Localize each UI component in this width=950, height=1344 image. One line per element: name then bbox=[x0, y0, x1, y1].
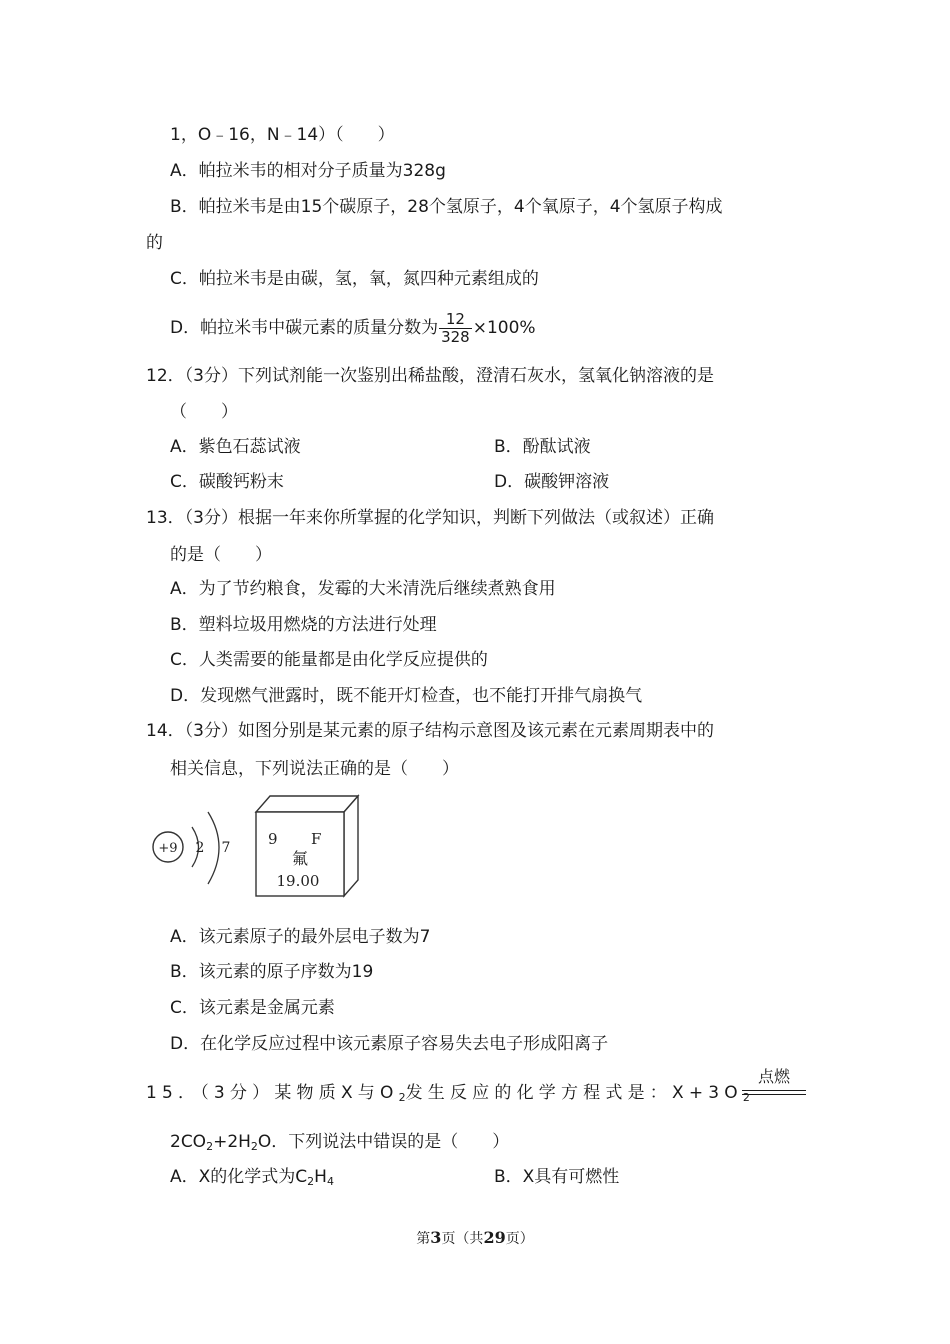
q14-stem-1: 14．（3分）如图分别是某元素的原子结构示意图及该元素在元素周期表中的 bbox=[146, 721, 714, 741]
element-name: 氟 bbox=[291, 849, 309, 868]
q15-a-sub1: 2 bbox=[307, 1175, 315, 1188]
q15-h2o: +2H bbox=[213, 1132, 251, 1152]
footer-page-number: 3 bbox=[430, 1228, 442, 1247]
footer-pre: 第 bbox=[416, 1231, 431, 1247]
q12-option-b: B．酚酞试液 bbox=[494, 437, 591, 457]
q15-o2-sub: 2 bbox=[398, 1091, 406, 1104]
atomic-structure-and-periodic-cell bbox=[148, 790, 368, 900]
q14-option-c: C．该元素是金属元素 bbox=[170, 998, 335, 1018]
q14-option-b: B．该元素的原子序数为19 bbox=[170, 962, 374, 982]
q14-option-d: D．在化学反应过程中该元素原子容易失去电子形成阳离子 bbox=[170, 1034, 609, 1054]
page-footer bbox=[0, 1228, 950, 1248]
electron-shell-2 bbox=[208, 812, 219, 884]
q14-stem-2: 相关信息，下列说法正确的是（ ） bbox=[170, 759, 459, 779]
footer-mid: 页（共 bbox=[441, 1231, 484, 1247]
footer-total-pages: 29 bbox=[483, 1228, 506, 1247]
q11-option-b: B．帕拉米韦是由15个碳原子，28个氢原子，4个氧原子，4个氢原子构成 bbox=[170, 197, 723, 217]
q11-line: 1，O﹣16，N﹣14）（ ） bbox=[170, 125, 395, 145]
q11-d-prefix: D．帕拉米韦中碳元素的质量分数为 bbox=[170, 318, 439, 338]
q14-option-a: A．该元素原子的最外层电子数为7 bbox=[170, 927, 431, 947]
footer-post: 页） bbox=[505, 1231, 534, 1247]
equation-line-top bbox=[742, 1090, 806, 1091]
nucleus-charge: +9 bbox=[158, 841, 178, 856]
q15-co2: 2CO bbox=[170, 1132, 207, 1152]
q11-option-b-cont: 的 bbox=[146, 233, 163, 253]
cell-side-face bbox=[344, 796, 358, 896]
q11-option-c: C．帕拉米韦是由碳，氢，氧，氮四种元素组成的 bbox=[170, 269, 539, 289]
atomic-number: 9 bbox=[268, 830, 278, 848]
q13-stem-1: 13．（3分）根据一年来你所掌握的化学知识，判断下列做法（或叙述）正确 bbox=[146, 508, 714, 528]
q15-a-sub2: 4 bbox=[326, 1175, 334, 1188]
equation-line-bottom bbox=[742, 1094, 806, 1095]
q12-stem-1: 12．（3分）下列试剂能一次鉴别出稀盐酸，澄清石灰水，氢氧化钠溶液的是 bbox=[146, 366, 714, 386]
q13-option-c: C．人类需要的能量都是由化学反应提供的 bbox=[170, 650, 488, 670]
q15-o2-sub-2: 2 bbox=[742, 1091, 750, 1104]
q13-option-d: D．发现燃气泄露时，既不能开灯检查，也不能打开排气扇换气 bbox=[170, 686, 643, 706]
q15-a-text: A．X的化学式为C bbox=[170, 1167, 308, 1187]
q15-option-a bbox=[170, 1166, 334, 1193]
element-symbol: F bbox=[311, 830, 322, 848]
q12-option-c: C．碳酸钙粉末 bbox=[170, 472, 284, 492]
q15-stem-2 bbox=[170, 1131, 509, 1158]
element-figure bbox=[148, 790, 368, 900]
q13-option-a: A．为了节约粮食，发霉的大米清洗后继续煮熟食用 bbox=[170, 579, 556, 599]
q12-stem-2: （ ） bbox=[170, 402, 238, 422]
q11-d-denominator: 328 bbox=[441, 327, 470, 346]
q15-stem-1b: 发生反应的化学方程式是：X+3O bbox=[405, 1083, 743, 1103]
q15-option-b: B．X具有可燃性 bbox=[494, 1167, 620, 1187]
reaction-condition: 点燃 bbox=[757, 1067, 790, 1086]
q15-a-h: H bbox=[314, 1167, 327, 1187]
q12-option-d: D．碳酸钾溶液 bbox=[494, 472, 610, 492]
q13-option-b: B．塑料垃圾用燃烧的方法进行处理 bbox=[170, 615, 437, 635]
q11-d-numerator: 12 bbox=[439, 311, 472, 329]
shell-2-electrons: 7 bbox=[221, 840, 231, 856]
q11-d-fraction bbox=[439, 311, 472, 346]
q12-option-a: A．紫色石蕊试液 bbox=[170, 437, 301, 457]
q11-d-suffix: ×100% bbox=[472, 318, 536, 338]
atomic-mass: 19.00 bbox=[276, 872, 320, 890]
q11-option-a: A．帕拉米韦的相对分子质量为328g bbox=[170, 161, 446, 181]
cell-top-face bbox=[256, 796, 358, 812]
q11-option-d bbox=[170, 308, 536, 348]
q13-stem-2: 的是（ ） bbox=[170, 545, 272, 565]
q15-stem-1a: 15．（3分）某物质X与O bbox=[146, 1083, 399, 1103]
q15-stem-2-rest: O．下列说法中错误的是（ ） bbox=[257, 1132, 510, 1152]
q15-stem-1 bbox=[146, 1082, 750, 1109]
shell-1-electrons: 2 bbox=[195, 840, 205, 856]
q15-h2o-sub: 2 bbox=[250, 1140, 258, 1153]
q15-co2-sub: 2 bbox=[206, 1140, 214, 1153]
